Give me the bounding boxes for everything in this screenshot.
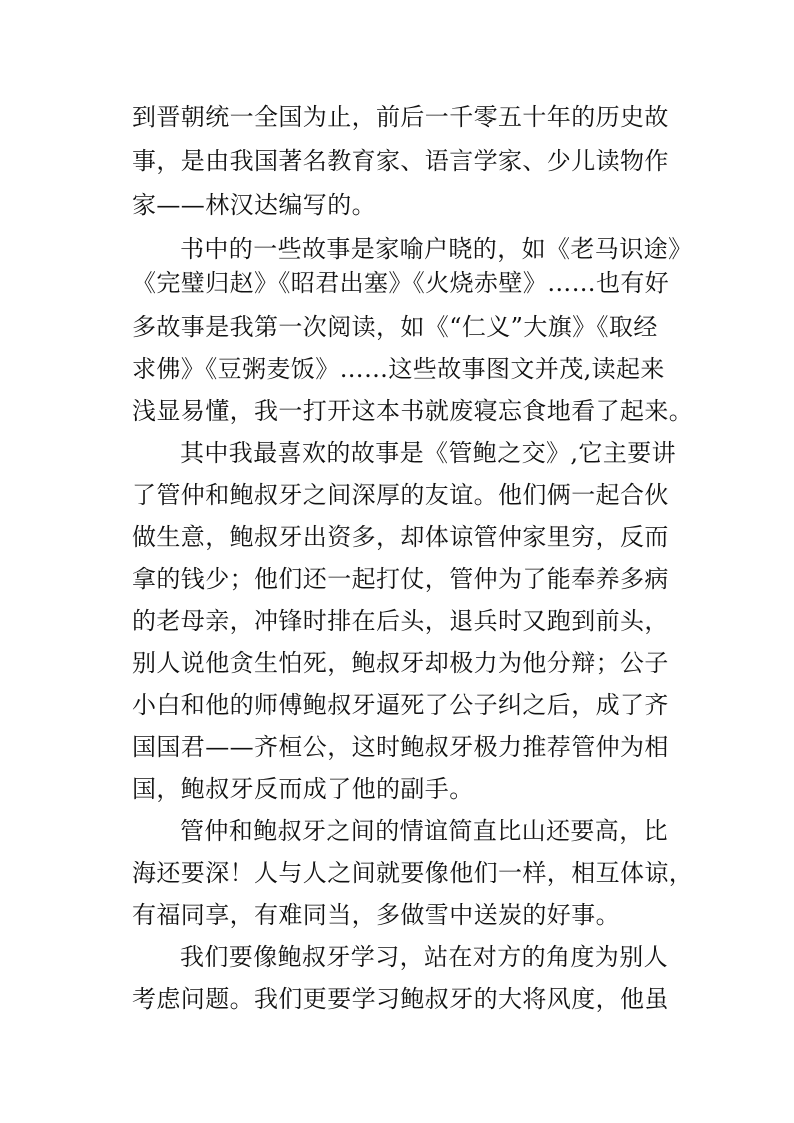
text-line: 海还要深！人与人之间就要像他们一样，相互体谅， xyxy=(132,859,694,887)
text-line: 有福同享，有难同当，多做雪中送炭的好事。 xyxy=(132,901,620,929)
paragraph-start-line: 其中我最喜欢的故事是《管鲍之交》,它主要讲 xyxy=(180,439,677,467)
text-line: 别人说他贪生怕死，鲍叔牙却极力为他分辩；公子 xyxy=(132,649,669,677)
text-line: 家——林汉达编写的。 xyxy=(132,191,376,219)
text-line: 了管仲和鲍叔牙之间深厚的友谊。他们俩一起合伙 xyxy=(132,481,669,509)
text-line: 浅显易懂，我一打开这本书就废寝忘食地看了起来。 xyxy=(132,397,694,425)
text-line: 的老母亲，冲锋时排在后头，退兵时又跑到前头， xyxy=(132,607,669,635)
paragraph-start-line: 我们要像鲍叔牙学习，站在对方的角度为别人 xyxy=(180,943,668,971)
text-line: 到晋朝统一全国为止，前后一千零五十年的历史故 xyxy=(132,103,669,131)
paragraph-start-line: 管仲和鲍叔牙之间的情谊简直比山还要高，比 xyxy=(180,817,668,845)
text-line: 国国君——齐桓公，这时鲍叔牙极力推荐管仲为相 xyxy=(132,733,669,761)
text-line: 小白和他的师傅鲍叔牙逼死了公子纠之后，成了齐 xyxy=(132,691,669,719)
text-line: 国，鲍叔牙反而成了他的副手。 xyxy=(132,775,474,803)
text-line: 做生意，鲍叔牙出资多，却体谅管仲家里穷，反而 xyxy=(132,523,669,551)
text-line: 考虑问题。我们更要学习鲍叔牙的大将风度，他虽 xyxy=(132,985,669,1013)
text-line: 求佛》《豆粥麦饭》……这些故事图文并茂,读起来 xyxy=(132,355,665,383)
text-line: 拿的钱少；他们还一起打仗，管仲为了能奉养多病 xyxy=(132,565,669,593)
text-line: 多故事是我第一次阅读，如《“仁义”大旗》《取经 xyxy=(132,313,658,341)
text-line: 《完璧归赵》《昭君出塞》《火烧赤壁》……也有好 xyxy=(132,269,670,297)
text-line: 事，是由我国著名教育家、语言学家、少儿读物作 xyxy=(132,147,669,175)
paragraph-start-line: 书中的一些故事是家喻户晓的，如《老马识途》 xyxy=(180,235,693,263)
